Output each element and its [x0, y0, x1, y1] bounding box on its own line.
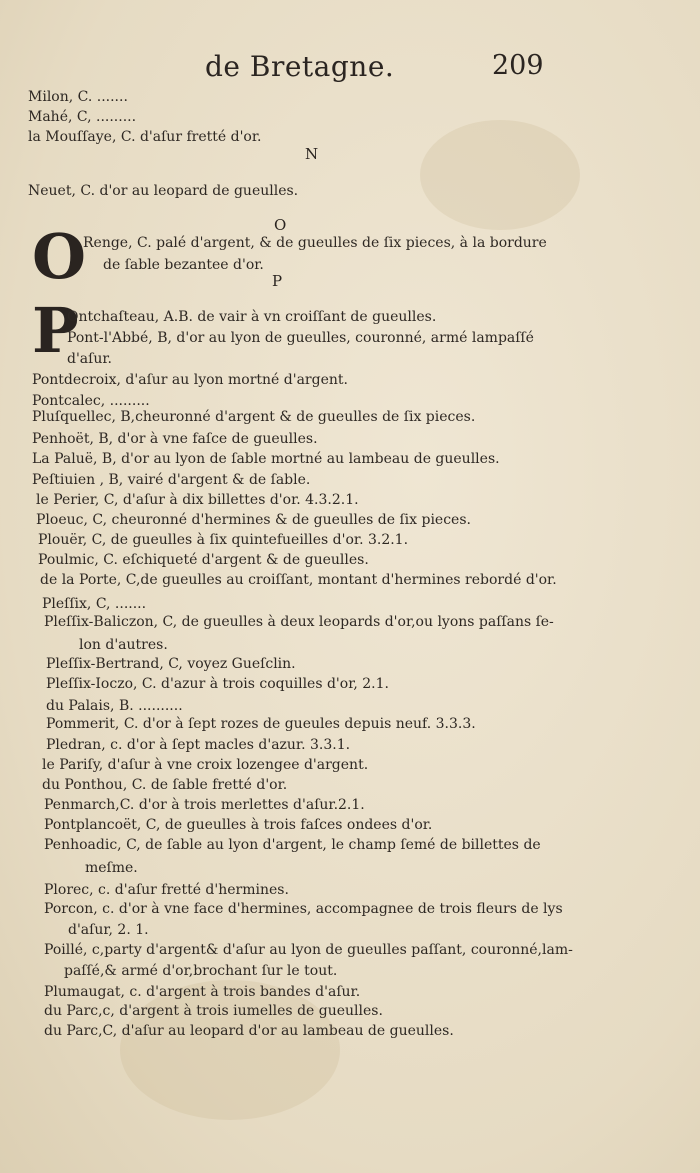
section-letter-o: O: [274, 216, 287, 234]
section-letter-n: N: [305, 145, 319, 163]
entry-poille-line1: Poillé, c,party d'argent& d'aſur au lyon de gueulles paſſant, couronné,lam-: [44, 942, 573, 958]
entry-penmarch: Penmarch,C. d'or à trois merlettes d'aſur.2.1.: [44, 797, 365, 813]
entry-porcon-line1: Porcon, c. d'or à vne face d'hermines, accompagnee de trois fleurs de lys: [44, 901, 563, 917]
entry-penhoadic-line1: Penhoadic, C, de ſable au lyon d'argent, le champ ſemé de billettes de: [44, 837, 541, 853]
entry-poille-line2: paſſé,& armé d'or,brochant ſur le tout.: [64, 963, 338, 979]
dropcap-o: O: [32, 220, 87, 293]
running-header: de Bretagne.: [205, 50, 395, 83]
entry-pontplancoet: Pontplancoët, C, de gueulles à trois faſces ondees d'or.: [44, 817, 433, 833]
entry-pontcalec: Pontcalec, .........: [32, 393, 150, 409]
entry-plusquellec: Pluſquellec, B,cheuronné d'argent & de gueulles de ſix pieces.: [32, 409, 476, 425]
entry-pontdecroix: Pontdecroix, d'aſur au lyon mortné d'argent.: [32, 372, 348, 388]
entry-ploeuc: Ploeuc, C, cheuronné d'hermines & de gueulles de ſix pieces.: [36, 512, 471, 528]
entry-plessix-ioczo: Pleſſix-Ioczo, C. d'azur à trois coquilles d'or, 2.1.: [46, 676, 389, 692]
entry-pontlabbe-line2: d'aſur.: [67, 351, 112, 367]
entry-penhoadic-line2: meſme.: [85, 860, 138, 876]
entry-neuet: Neuet, C. d'or au leopard de gueulles.: [28, 183, 299, 199]
entry-pestiuien: Peſtiuien , B, vairé d'argent & de ſable.: [32, 472, 311, 488]
entry-ponthou: du Ponthou, C. de ſable fretté d'or.: [42, 777, 288, 793]
entry-pledran: Pledran, c. d'or à ſept macles d'azur. 3.3.1.: [46, 737, 351, 753]
paper-stain: [120, 980, 340, 1120]
section-letter-p: P: [272, 272, 283, 290]
entry-pontlabbe-line1: Pont-l'Abbé, B, d'or au lyon de gueulles, couronné, armé lampaſſé: [67, 330, 534, 346]
entry-parisy: le Pariſy, d'aſur à vne croix lozengee d'argent.: [42, 757, 369, 773]
entry-palais: du Palais, B. ..........: [46, 698, 183, 714]
entry-milon: Milon, C. .......: [28, 89, 128, 105]
entry-plessix-baliczon-line1: Pleſſix-Baliczon, C, de gueulles à deux leopards d'or,ou lyons paſſans ſe-: [44, 614, 554, 630]
entry-porcon-line2: d'aſur, 2. 1.: [68, 922, 149, 938]
entry-plessix: Pleſſix, C, .......: [42, 596, 147, 612]
entry-mahe: Mahé, C, .........: [28, 109, 137, 125]
entry-parc-line1: du Parc,c, d'argent à trois iumelles de gueulles.: [44, 1003, 383, 1019]
entry-parc-line2: du Parc,C, d'aſur au leopard d'or au lambeau de gueulles.: [44, 1023, 454, 1039]
entry-plorec: Plorec, c. d'aſur fretté d'hermines.: [44, 882, 289, 898]
entry-plessix-baliczon-line2: lon d'autres.: [79, 637, 168, 653]
entry-perier: le Perier, C, d'aſur à dix billettes d'or. 4.3.2.1.: [36, 492, 359, 508]
entry-palue: La Paluë, B, d'or au lyon de ſable mortné au lambeau de gueulles.: [32, 451, 500, 467]
entry-poulmic: Poulmic, C. eſchiqueté d'argent & de gueulles.: [38, 552, 369, 568]
entry-porte: de la Porte, C,de gueulles au croiſſant, montant d'hermines rebordé d'or.: [40, 572, 557, 588]
entry-pommerit: Pommerit, C. d'or à ſept rozes de gueules depuis neuf. 3.3.3.: [46, 716, 476, 732]
paper-stain: [420, 120, 580, 230]
entry-plumaugat: Plumaugat, c. d'argent à trois bandes d'aſur.: [44, 984, 361, 1000]
entry-penhoet: Penhoët, B, d'or à vne faſce de gueulles.: [32, 431, 318, 447]
dropcap-p: P: [32, 294, 79, 367]
entry-plessix-bertrand: Pleſſix-Bertrand, C, voyez Gueſclin.: [46, 656, 296, 672]
entry-orenge-line1: Renge, C. palé d'argent, & de gueulles de ſix pieces, à la bordure: [83, 235, 547, 251]
entry-pontchasteau: Ontchaſteau, A.B. de vair à vn croiſſant de gueulles.: [67, 309, 437, 325]
entry-orenge-line2: de ſable bezantee d'or.: [103, 257, 264, 273]
page-number: 209: [492, 50, 544, 81]
entry-plouer: Plouër, C, de gueulles à ſix quintefueilles d'or. 3.2.1.: [38, 532, 409, 548]
entry-moussaye: la Mouſſaye, C. d'aſur fretté d'or.: [28, 129, 262, 145]
